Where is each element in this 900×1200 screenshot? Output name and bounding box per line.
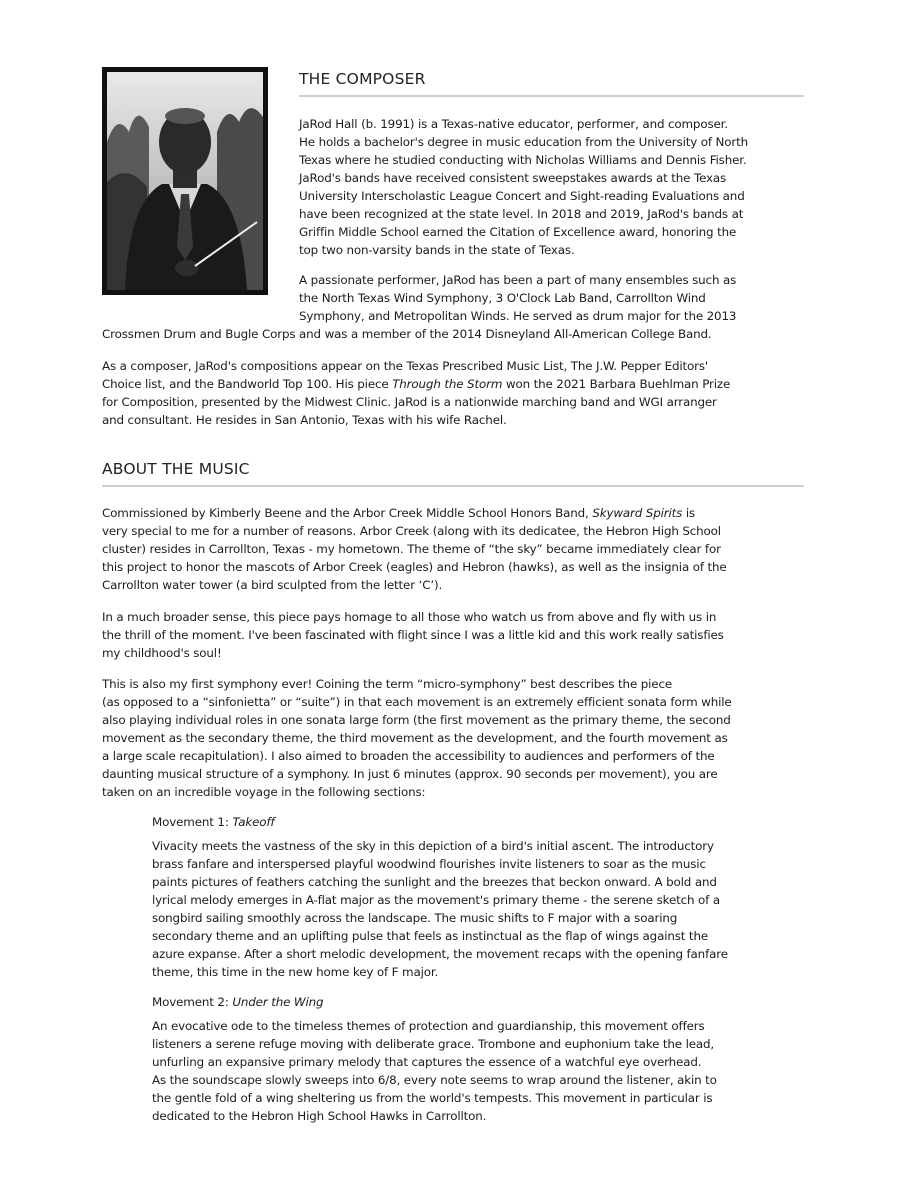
movement-2-title (152, 993, 323, 1011)
text-line: An evocative ode to the timeless themes of protection and guardianship, this movement offers (152, 1019, 705, 1033)
text-line (102, 375, 730, 393)
music-heading: ABOUT THE MUSIC (102, 460, 250, 478)
composer-portrait-image (107, 72, 263, 290)
composer-photo (102, 67, 268, 295)
movement-2-description (152, 1017, 717, 1125)
composer-bio-paragraph-2-continued (102, 325, 712, 343)
text-line: my childhood's soul! (102, 646, 222, 660)
text-segment: Commissioned by Kimberly Beene and the Arbor Creek Middle School Honors Band, (102, 506, 593, 520)
composer-bio-paragraph-1 (299, 115, 748, 259)
text-line: theme, this time in the new home key of F major. (152, 965, 439, 979)
movement-1-description (152, 837, 728, 981)
text-line: songbird sailing smoothly across the landscape. The music shifts to F major with a soaring (152, 911, 678, 925)
text-line: As a composer, JaRod's compositions appear on the Texas Prescribed Music List, The J.W. Pepper Editors' (102, 359, 709, 373)
text-line: University Interscholastic League Concert and Sight-reading Evaluations and (299, 189, 745, 203)
movement-name-italic: Takeoff (232, 815, 275, 829)
text-line: the thrill of the moment. I've been fascinated with flight since I was a little kid and this work really satisfies (102, 628, 724, 642)
movement-label: Movement 1: (152, 815, 233, 829)
text-line: movement as the secondary theme, the third movement as the development, and the fourth movement as (102, 731, 728, 745)
text-line: for Composition, presented by the Midwest Clinic. JaRod is a nationwide marching band and WGI arranger (102, 395, 717, 409)
text-line: Crossmen Drum and Bugle Corps and was a member of the 2014 Disneyland All-American College Band. (102, 327, 712, 341)
text-line: Symphony, and Metropolitan Winds. He served as drum major for the 2013 (299, 309, 737, 323)
text-segment: is (682, 506, 696, 520)
text-line: As the soundscape slowly sweeps into 6/8, every note seems to wrap around the listener, akin to (152, 1073, 717, 1087)
text-line: Carrollton water tower (a bird sculpted from the letter ‘C’). (102, 578, 443, 592)
text-line: JaRod Hall (b. 1991) is a Texas-native educator, performer, and composer. (299, 117, 728, 131)
text-line: secondary theme and an uplifting pulse that feels as instinctual as the flap of wings against the (152, 929, 708, 943)
text-line: dedicated to the Hebron High School Hawks in Carrollton. (152, 1109, 487, 1123)
text-line: taken on an incredible voyage in the following sections: (102, 785, 426, 799)
composer-bio-paragraph-3 (102, 357, 730, 429)
composer-heading-rule (299, 95, 804, 97)
text-line: A passionate performer, JaRod has been a part of many ensembles such as (299, 273, 737, 287)
text-line: He holds a bachelor's degree in music education from the University of North (299, 135, 749, 149)
piece-title-italic: Through the Storm (392, 377, 503, 391)
movement-1-title (152, 813, 274, 831)
text-line: cluster) resides in Carrollton, Texas - my hometown. The theme of “the sky” became immediately clear for (102, 542, 721, 556)
text-line: In a much broader sense, this piece pays homage to all those who watch us from above and fly with us in (102, 610, 717, 624)
text-line: listeners a serene refuge moving with deliberate grace. Trombone and euphonium take the lead, (152, 1037, 715, 1051)
text-line: Vivacity meets the vastness of the sky in this depiction of a bird's initial ascent. The introductory (152, 839, 714, 853)
text-segment: Choice list, and the Bandworld Top 100. His piece (102, 377, 393, 391)
movement-label: Movement 2: (152, 995, 233, 1009)
text-line: unfurling an expansive primary melody that captures the essence of a watchful eye overhead. (152, 1055, 702, 1069)
text-segment: won the 2021 Barbara Buehlman Prize (502, 377, 731, 391)
text-line: and consultant. He resides in San Antonio, Texas with his wife Rachel. (102, 413, 507, 427)
text-line: paints pictures of feathers catching the sunlight and the breezes that beckon onward. A bold and (152, 875, 717, 889)
text-line: Texas where he studied conducting with Nicholas Williams and Dennis Fisher. (299, 153, 747, 167)
piece-title-italic: Skyward Spirits (592, 506, 683, 520)
text-line: a large scale recapitulation). I also aimed to broaden the accessibility to audiences and performers of the (102, 749, 715, 763)
text-line: the gentle fold of a wing sheltering us from the world's tempests. This movement in particular is (152, 1091, 713, 1105)
text-line: This is also my first symphony ever! Coining the term “micro-symphony” best describes the piece (102, 677, 673, 691)
text-line: also playing individual roles in one sonata large form (the first movement as the primary theme, the second (102, 713, 731, 727)
music-paragraph-2 (102, 608, 724, 662)
text-line: JaRod's bands have received consistent sweepstakes awards at the Texas (299, 171, 727, 185)
text-line (102, 504, 727, 522)
text-line: top two non-varsity bands in the state of Texas. (299, 243, 575, 257)
text-line: (as opposed to a “sinfonietta” or “suite”) in that each movement is an extremely efficient sonata form while (102, 695, 732, 709)
text-line: lyrical melody emerges in A-flat major as the movement's primary theme - the serene sketch of a (152, 893, 720, 907)
text-line: daunting musical structure of a symphony. In just 6 minutes (approx. 90 seconds per movement), you are (102, 767, 718, 781)
music-paragraph-3 (102, 675, 732, 801)
text-line: azure expanse. After a short melodic development, the movement recaps with the opening fanfare (152, 947, 728, 961)
text-line: the North Texas Wind Symphony, 3 O'Clock Lab Band, Carrollton Wind (299, 291, 706, 305)
text-line: Griffin Middle School earned the Citation of Excellence award, honoring the (299, 225, 737, 239)
text-line: this project to honor the mascots of Arbor Creek (eagles) and Hebron (hawks), as well as the insignia of the (102, 560, 727, 574)
movement-name-italic: Under the Wing (232, 995, 324, 1009)
composer-bio-paragraph-2 (299, 271, 736, 325)
text-line: brass fanfare and interspersed playful woodwind flourishes invite listeners to soar as the music (152, 857, 706, 871)
text-line: have been recognized at the state level. In 2018 and 2019, JaRod's bands at (299, 207, 744, 221)
music-heading-rule (102, 485, 804, 487)
music-paragraph-1 (102, 504, 727, 594)
text-line: very special to me for a number of reasons. Arbor Creek (along with its dedicatee, the Hebron High School (102, 524, 721, 538)
composer-heading: THE COMPOSER (299, 70, 426, 88)
